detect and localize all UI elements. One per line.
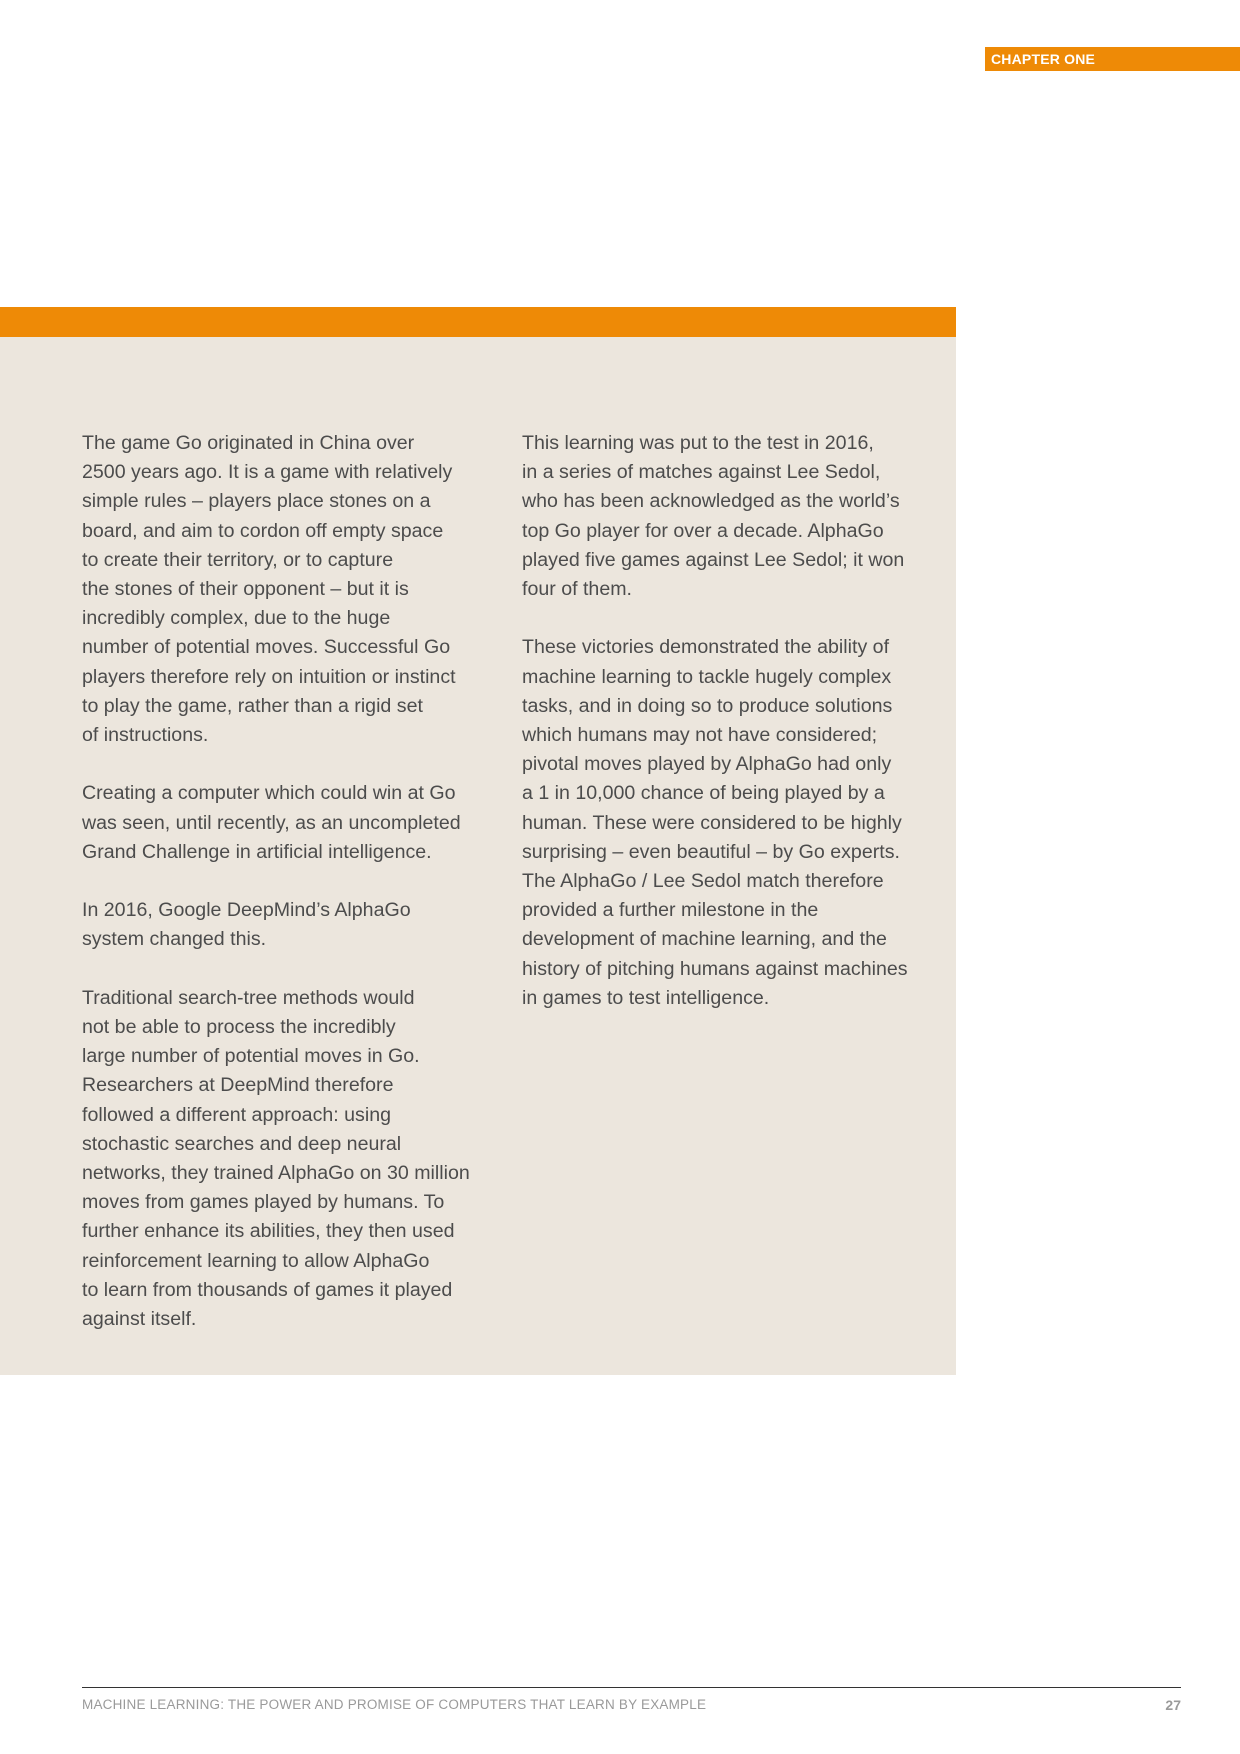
paragraph-lee-sedol-match: This learning was put to the test in 2016, in a series of matches against Lee Sedol, who has been acknowledged as the world’s top Go player for over a decade. AlphaGo played five games against Lee Sedol; it won four of them. (522, 432, 905, 601)
paragraph-go-origin: The game Go originated in China over 2500 years ago. It is a game with relatively simple rules – players place stones on a board, and aim to cordon off empty space to create their territory, or to capture the stones of their opponent – but it is incredibly complex, due to the huge number of potential moves. Successful Go players therefore rely on intuition or instinct to play the game, rather than a rigid set of instructions. (82, 432, 456, 747)
footer-document-title: MACHINE LEARNING: THE POWER AND PROMISE OF COMPUTERS THAT LEARN BY EXAMPLE (82, 1697, 707, 1712)
paragraph-victories-significance: These victories demonstrated the ability of machine learning to tackle hugely complex tasks, and in doing so to produce solutions which humans may not have considered; pivotal moves played by AlphaGo had only a 1 in 10,000 chance of being played by a human. These were considered to be highly surprising – even beautiful – by Go experts. The AlphaGo / Lee Sedol match therefore provided a further milestone in the development of machine learning, and the history of pitching humans against machines in games to test intelligence. (522, 636, 908, 1009)
chapter-label: CHAPTER ONE (985, 47, 1240, 71)
paragraph-grand-challenge: Creating a computer which could win at Go was seen, until recently, as an uncompleted Grand Challenge in artificial intelligence. (82, 782, 461, 863)
paragraph-alphago-2016: In 2016, Google DeepMind’s AlphaGo system changed this. (82, 899, 411, 951)
right-column (522, 429, 942, 1042)
section-accent-bar (0, 307, 956, 337)
left-column (82, 429, 502, 1363)
page-number: 27 (1165, 1697, 1181, 1713)
paragraph-deepmind-approach: Traditional search-tree methods would not be able to process the incredibly large number of potential moves in Go. Researchers at DeepMind therefore followed a different approach: using stochastic searches and deep neural networks, they trained AlphaGo on 30 million moves from games played by humans. To further enhance its abilities, they then used reinforcement learning to allow AlphaGo to learn from thousands of games it played against itself. (82, 986, 470, 1331)
footer-divider (82, 1687, 1181, 1688)
